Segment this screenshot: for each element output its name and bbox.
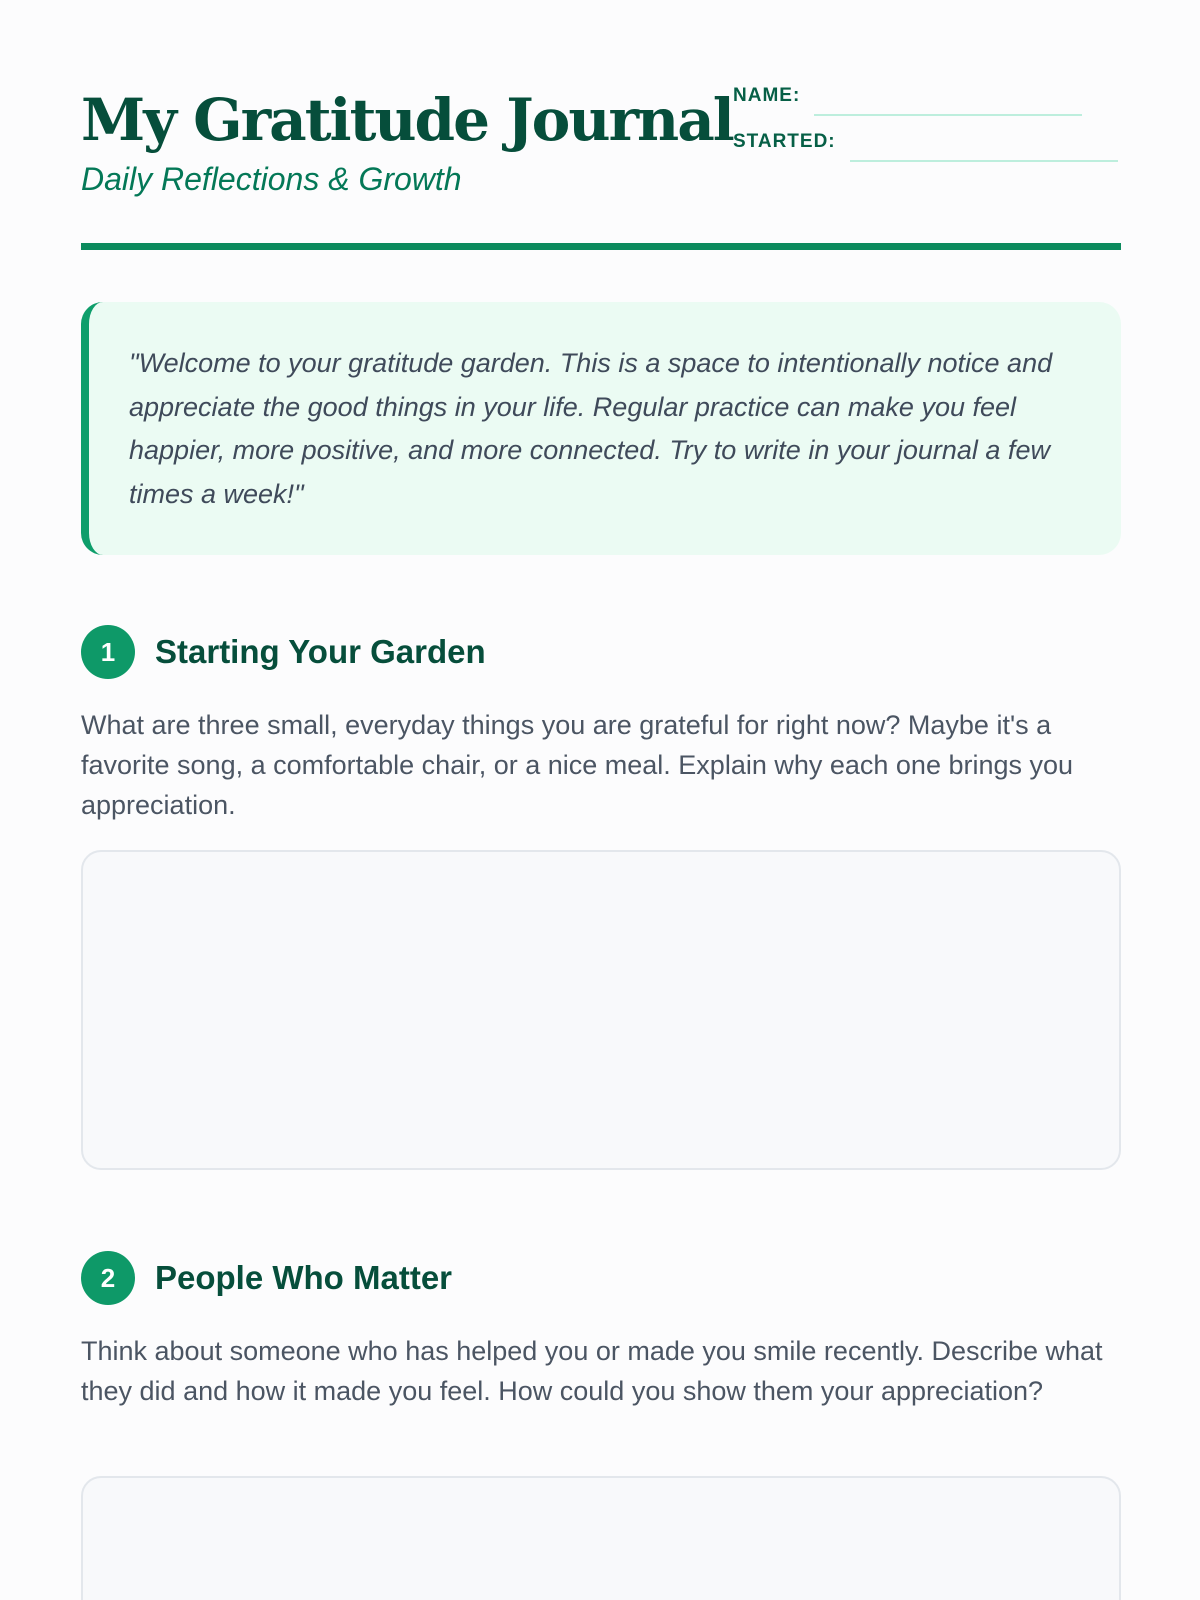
intro-quote-text: "Welcome to your gratitude garden. This is a space to intentionally notice and appreciate the good things in your life. Regular practice can make you feel happier, more positive, and more connected. Try to write in your journal a few times a week!" bbox=[129, 348, 1053, 509]
journal-header bbox=[81, 80, 1121, 250]
started-field-row bbox=[733, 128, 1118, 156]
name-field-row bbox=[733, 82, 1082, 110]
section-heading bbox=[81, 1251, 452, 1305]
name-input-line[interactable] bbox=[814, 114, 1082, 116]
header-divider bbox=[81, 243, 1121, 250]
section-title: People Who Matter bbox=[155, 1259, 453, 1296]
journal-subtitle: Daily Reflections & Growth bbox=[81, 161, 462, 197]
section-number-badge: 1 bbox=[81, 625, 135, 679]
name-label: NAME: bbox=[733, 85, 801, 106]
section-prompt: What are three small, everyday things you are grateful for right now? Maybe it's a favorite song, a comfortable chair, or a nice meal. Explain why each one brings you appreciation. bbox=[81, 710, 1074, 820]
intro-quote-box bbox=[81, 302, 1121, 555]
section-number-badge: 2 bbox=[81, 1251, 135, 1305]
started-input-line[interactable] bbox=[850, 160, 1118, 162]
started-label: STARTED: bbox=[733, 131, 836, 152]
journal-title: My Gratitude Journal bbox=[81, 86, 733, 154]
section-title: Starting Your Garden bbox=[155, 633, 486, 670]
answer-writing-box[interactable] bbox=[81, 1476, 1121, 1600]
journal-page bbox=[81, 0, 1121, 1600]
section-heading bbox=[81, 625, 486, 679]
section-prompt: Think about someone who has helped you or made you smile recently. Describe what they did and how it made you feel. How could you show them your appreciation? bbox=[81, 1336, 1103, 1406]
answer-writing-box[interactable] bbox=[81, 850, 1121, 1170]
